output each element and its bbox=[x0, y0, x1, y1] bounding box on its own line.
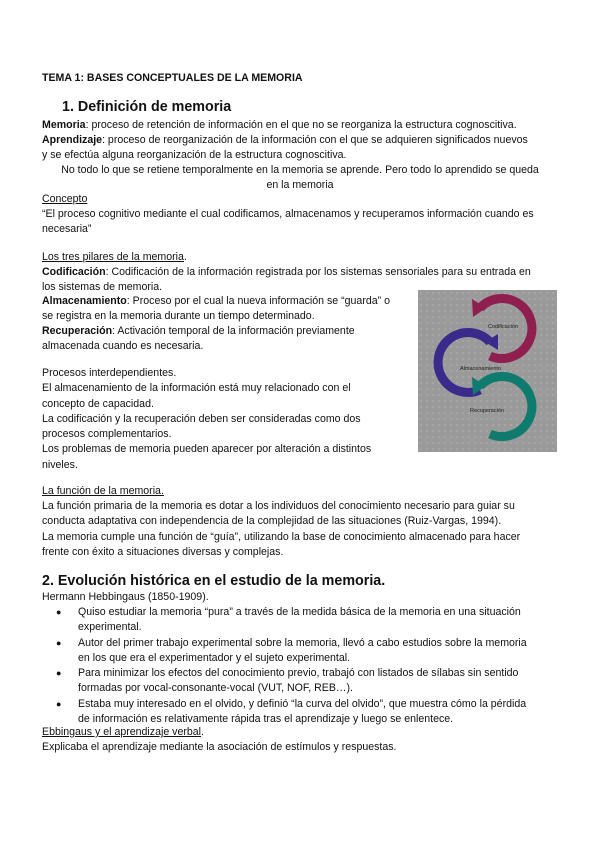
retention-note-line-1: No todo lo que se retiene temporalmente en la memoria se aprende. Pero todo lo aprendido se queda bbox=[61, 164, 539, 176]
recuperacion-definition-text-2: almacenada cuando es necesaria. bbox=[42, 340, 204, 353]
bullet-line-1: Autor del primer trabajo experimental sobre la memoria, llevó a cabo estudios sobre la memoria bbox=[78, 636, 527, 649]
concepto-quote-line-2: necesaria” bbox=[42, 223, 92, 236]
aprendizaje-term: Aprendizaje bbox=[42, 134, 103, 146]
almacenamiento-definition bbox=[42, 294, 390, 325]
pilares-heading bbox=[42, 250, 187, 265]
funcion-line-3: La memoria cumple una función de “guía”, utilizando la base de conocimiento almacenado para hacer bbox=[42, 530, 521, 543]
procesos-line-6: Los problemas de memoria pueden aparecer por alteración a distintos bbox=[42, 443, 372, 456]
section-1-heading: 1. Definición de memoria bbox=[62, 99, 232, 115]
almacenamiento-definition-text-2: se registra en la memoria durante un tiempo determinado. bbox=[42, 310, 315, 323]
codificacion-definition-text-2: los sistemas de memoria. bbox=[42, 281, 163, 294]
concepto-quote bbox=[42, 207, 534, 238]
author-line: Hermann Hebbingaus (1850-1909). bbox=[42, 591, 209, 603]
bullet-line-1: Para minimizar los efectos del conocimiento previo, trabajó con listados de sílabas sin sentido bbox=[78, 667, 519, 680]
recuperacion-definition bbox=[42, 324, 355, 355]
funcion-line-2: conducta adaptativa con independencia de la complejidad de las situaciones (Ruiz-Vargas, 1994). bbox=[42, 515, 502, 528]
bullet-line-2: de información es relativamente rápida tras el aprendizaje y luego se enlentece. bbox=[78, 713, 454, 726]
almacenamiento-definition-text: : Proceso por el cual la nueva información se “guarda” o bbox=[126, 295, 391, 307]
aprendizaje-definition-text: : proceso de reorganización de la información con el que se adquieren significados nuevos bbox=[102, 134, 528, 146]
bullet-line-1: Estaba muy interesado en el olvido, y definió “la curva del olvido”, que muestra cómo la pérdida bbox=[78, 698, 527, 711]
document-title: TEMA 1: BASES CONCEPTUALES DE LA MEMORIA bbox=[42, 72, 303, 84]
pilares-heading-text: Los tres pilares de la memoria bbox=[42, 251, 184, 263]
concepto-quote-line-1: “El proceso cognitivo mediante el cual codificamos, almacenamos y recuperamos información cuando es bbox=[42, 208, 534, 220]
bullet-line-2: experimental. bbox=[78, 621, 142, 634]
memoria-definition-text: : proceso de retención de información en el que no se reorganiza la estructura cognoscitiva. bbox=[85, 119, 517, 131]
bullet-line-2: en los que era el experimentador y el sujeto experimental. bbox=[78, 651, 351, 664]
procesos-line-1: Procesos interdependientes. bbox=[42, 367, 177, 379]
pilares-heading-dot: . bbox=[183, 251, 187, 263]
bullet-item bbox=[54, 697, 564, 727]
verbal-text: Explicaba el aprendizaje mediante la asociación de estímulos y respuestas. bbox=[42, 741, 397, 753]
bullet-item bbox=[54, 636, 564, 666]
verbal-heading-dot: . bbox=[201, 726, 204, 738]
aprendizaje-definition-text-2: y se efectúa alguna reorganización de la estructura cognoscitiva. bbox=[42, 149, 347, 162]
recuperacion-definition-text: : Activación temporal de la información previamente bbox=[112, 325, 355, 337]
bullet-item bbox=[54, 666, 564, 696]
verbal-heading-text: Ebbingaus y el aprendizaje verbal bbox=[42, 726, 202, 738]
procesos-line-4: La codificación y la recuperación deben ser consideradas como dos bbox=[42, 412, 361, 425]
aprendizaje-definition bbox=[42, 133, 528, 164]
retention-note-line-2: en la memoria bbox=[266, 179, 334, 192]
codificacion-definition-text: : Codificación de la información registrada por los sistemas sensoriales para su entrada en bbox=[105, 266, 531, 278]
funcion-paragraph bbox=[42, 499, 520, 560]
figure-label-almacenamiento: Almacenamiento bbox=[460, 366, 501, 372]
funcion-line-1: La función primaria de la memoria es dotar a los individuos del conocimiento necesario para guiar su bbox=[42, 500, 515, 512]
section-2-heading: 2. Evolución histórica en el estudio de la memoria. bbox=[42, 573, 386, 589]
memory-cycle-diagram bbox=[418, 290, 557, 452]
concepto-heading: Concepto bbox=[42, 193, 88, 205]
procesos-line-5: procesos complementarios. bbox=[42, 428, 172, 441]
verbal-heading bbox=[42, 725, 204, 740]
bullet-line-2: formadas por vocal-consonante-vocal (VUT, NOF, REB…). bbox=[78, 682, 353, 695]
bullet-item bbox=[54, 605, 564, 635]
recuperacion-term: Recuperación bbox=[42, 325, 113, 337]
funcion-heading: La función de la memoria. bbox=[42, 485, 164, 497]
codificacion-term: Codificación bbox=[42, 266, 106, 278]
procesos-paragraph bbox=[42, 366, 371, 473]
hebbingaus-bullets bbox=[54, 605, 564, 728]
figure-label-codificacion: Codificación bbox=[488, 324, 518, 330]
memoria-definition bbox=[42, 118, 517, 133]
memory-cycle-figure bbox=[418, 290, 557, 452]
funcion-line-4: frente con éxito a situaciones diversas y complejas. bbox=[42, 545, 284, 558]
bullet-line-1: Quiso estudiar la memoria “pura” a través de la medida básica de la memoria en una situación bbox=[78, 606, 521, 618]
procesos-line-2: El almacenamiento de la información está muy relacionado con el bbox=[42, 382, 351, 395]
memoria-term: Memoria bbox=[42, 119, 86, 131]
figure-label-recuperacion: Recuperación bbox=[470, 408, 504, 414]
almacenamiento-term: Almacenamiento bbox=[42, 295, 127, 307]
retention-note bbox=[42, 163, 558, 194]
procesos-line-3: concepto de capacidad. bbox=[42, 397, 154, 410]
procesos-line-7: niveles. bbox=[42, 458, 78, 471]
